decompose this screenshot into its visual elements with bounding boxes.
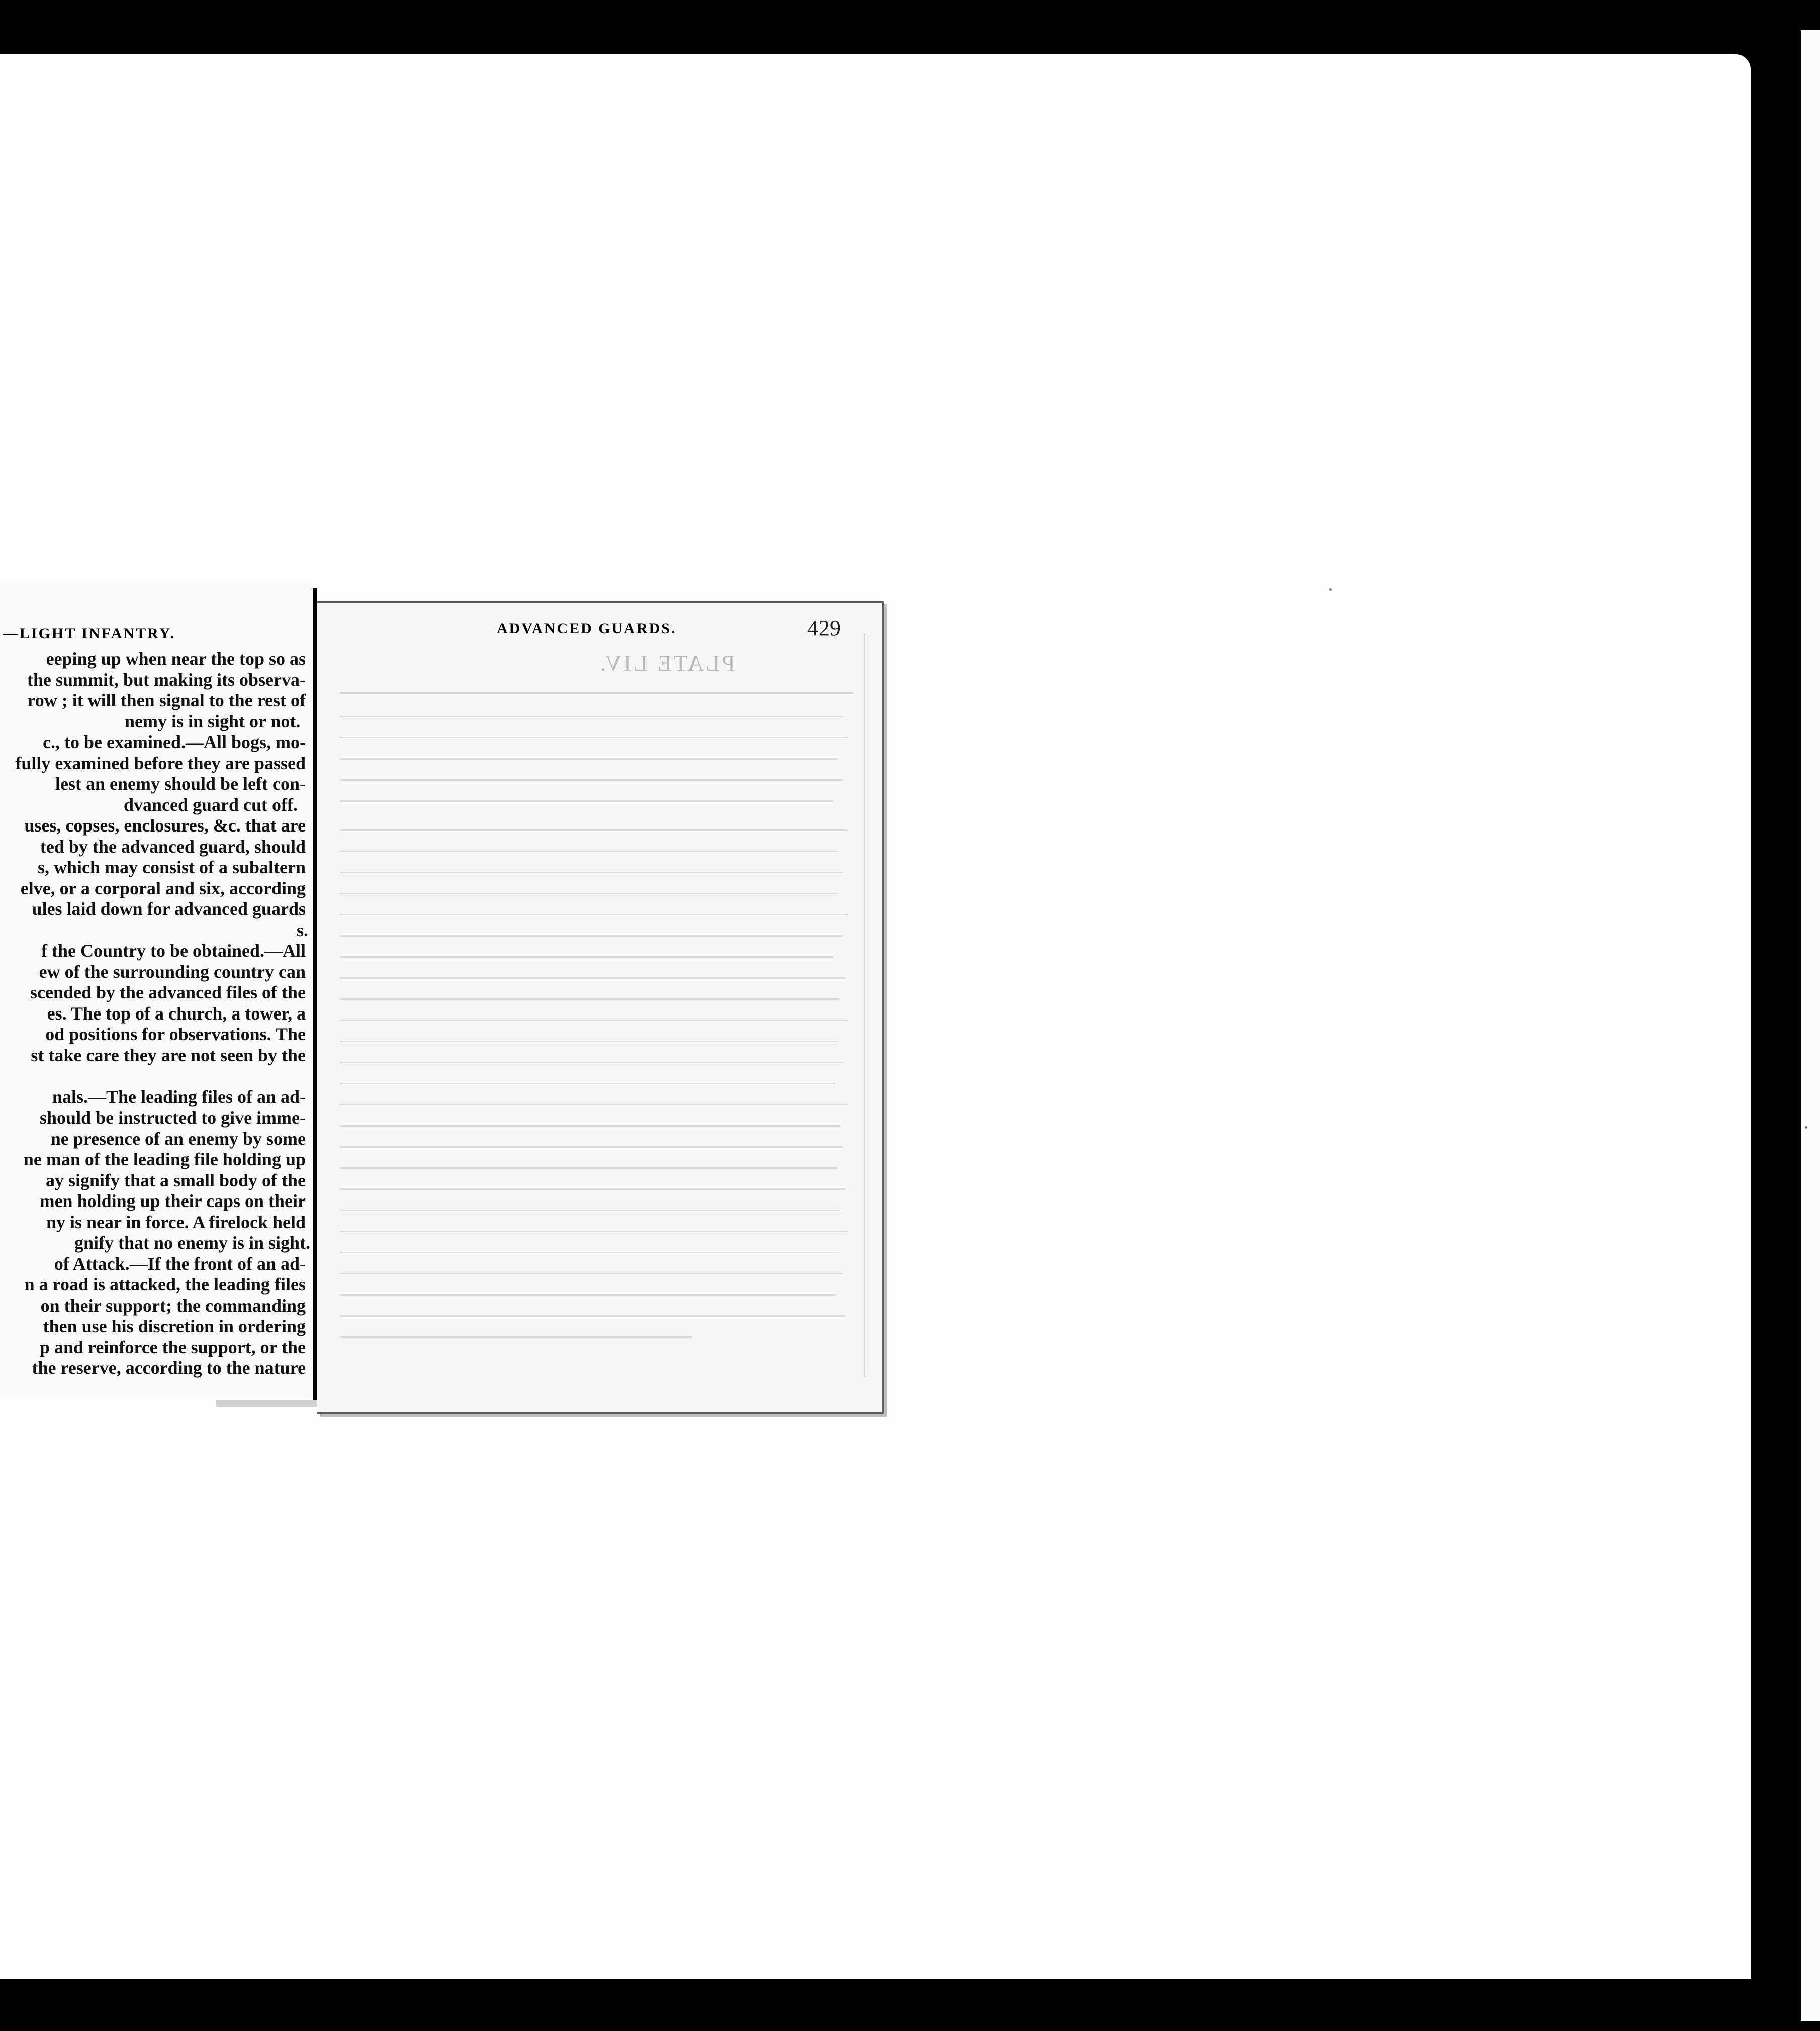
bleed-through-line xyxy=(340,1294,835,1296)
text-line: uses, copses, enclosures, &c. that are xyxy=(24,815,306,836)
bleed-through-line xyxy=(340,758,838,760)
bleed-through-line xyxy=(340,1041,838,1042)
bleed-through-line xyxy=(340,1062,843,1063)
text-line: nals.—The leading files of an ad- xyxy=(52,1086,306,1107)
text-line: then use his discretion in ordering xyxy=(43,1316,306,1336)
bleed-through-line xyxy=(340,1020,848,1021)
text-line: n a road is attacked, the leading files xyxy=(24,1274,306,1295)
text-line: es. The top of a church, a tower, a xyxy=(47,1003,306,1024)
text-line xyxy=(0,1066,306,1087)
bleed-through-line xyxy=(340,692,853,694)
bleed-through-line xyxy=(340,1315,845,1317)
bleed-through-line xyxy=(340,893,838,894)
text-line: row ; it will then signal to the rest of xyxy=(27,690,306,710)
bleed-through-line xyxy=(340,935,843,937)
text-line: nemy is in sight or not. xyxy=(125,711,301,731)
bleed-through-line xyxy=(340,716,843,717)
bleed-through-line xyxy=(340,956,833,958)
page-429 xyxy=(317,601,884,1414)
bleed-through-line xyxy=(340,829,848,831)
text-line: dvanced guard cut off. xyxy=(124,794,298,815)
bleed-through-line xyxy=(340,800,833,802)
bleed-through-line xyxy=(340,1146,843,1148)
text-line: ted by the advanced guard, should xyxy=(40,836,306,857)
bleed-through-line xyxy=(340,1125,840,1127)
bleed-through-line xyxy=(340,1231,848,1232)
text-line: ny is near in force. A firelock held xyxy=(46,1212,306,1232)
text-line: ay signify that a small body of the xyxy=(45,1170,306,1190)
bleed-through-rule xyxy=(864,633,865,1377)
text-line: eeping up when near the top so as xyxy=(46,649,306,669)
text-line: ne presence of an enemy by some xyxy=(50,1128,306,1149)
bleed-through-line xyxy=(340,872,843,873)
bleed-through-line xyxy=(340,851,838,852)
text-line: ne man of the leading file holding up xyxy=(23,1149,306,1169)
text-line: st take care they are not seen by the xyxy=(31,1045,306,1065)
text-line: lest an enemy should be left con- xyxy=(55,774,306,794)
text-line: od positions for observations. The xyxy=(45,1024,306,1044)
text-line: gnify that no enemy is in sight. xyxy=(74,1233,311,1253)
text-line: fully examined before they are passed xyxy=(15,753,306,773)
text-line: the summit, but making its observa- xyxy=(27,669,306,690)
text-line: scended by the advanced files of the xyxy=(30,982,306,1002)
scanner-bed-edge xyxy=(0,2006,1800,2031)
text-line: f the Country to be obtained.—All xyxy=(41,941,306,961)
left-body-text xyxy=(0,649,311,1379)
bleed-through-line xyxy=(340,1104,848,1105)
bleed-through-line xyxy=(340,1273,843,1274)
scan-speck xyxy=(1329,588,1332,591)
bleed-through-line xyxy=(340,1167,838,1169)
text-line: ew of the surrounding country can xyxy=(39,961,306,982)
facing-page xyxy=(0,583,312,1398)
text-line: c., to be examined.—All bogs, mo- xyxy=(43,732,306,752)
bleed-through-line xyxy=(340,998,840,1000)
right-running-head: ADVANCED GUARDS. xyxy=(497,620,677,637)
bleed-through-line xyxy=(340,1252,838,1253)
bleed-through-line xyxy=(340,1188,845,1190)
text-line: s, which may consist of a subaltern xyxy=(37,857,306,877)
text-line: s. xyxy=(297,919,309,940)
bleed-through-line xyxy=(340,779,843,781)
text-line: ules laid down for advanced guards xyxy=(32,899,306,919)
bleed-through-line xyxy=(340,914,848,915)
text-line: elve, or a corporal and six, according xyxy=(20,878,306,898)
bleed-through-line xyxy=(340,1210,840,1211)
text-line: p and reinforce the support, or the xyxy=(39,1337,306,1357)
bleed-through-heading: PLATE LIV. xyxy=(598,650,735,676)
text-line: on their support; the commanding xyxy=(40,1295,306,1316)
text-line: of Attack.—If the front of an ad- xyxy=(54,1253,306,1274)
page-tab-shadow xyxy=(216,1400,317,1407)
bleed-through-line xyxy=(340,1083,835,1084)
bleed-through-line xyxy=(340,977,845,979)
text-line: men holding up their caps on their xyxy=(39,1191,306,1211)
bleed-through-line xyxy=(340,737,848,738)
scan-speck xyxy=(1805,1126,1807,1129)
bleed-through-line xyxy=(340,1336,692,1338)
adjacent-sheet-edge xyxy=(1801,30,1820,2021)
text-line: the reserve, according to the nature xyxy=(32,1358,306,1378)
text-line: should be instructed to give imme- xyxy=(40,1107,306,1128)
page-number: 429 xyxy=(807,616,841,640)
left-running-head: —LIGHT INFANTRY. xyxy=(3,625,176,642)
